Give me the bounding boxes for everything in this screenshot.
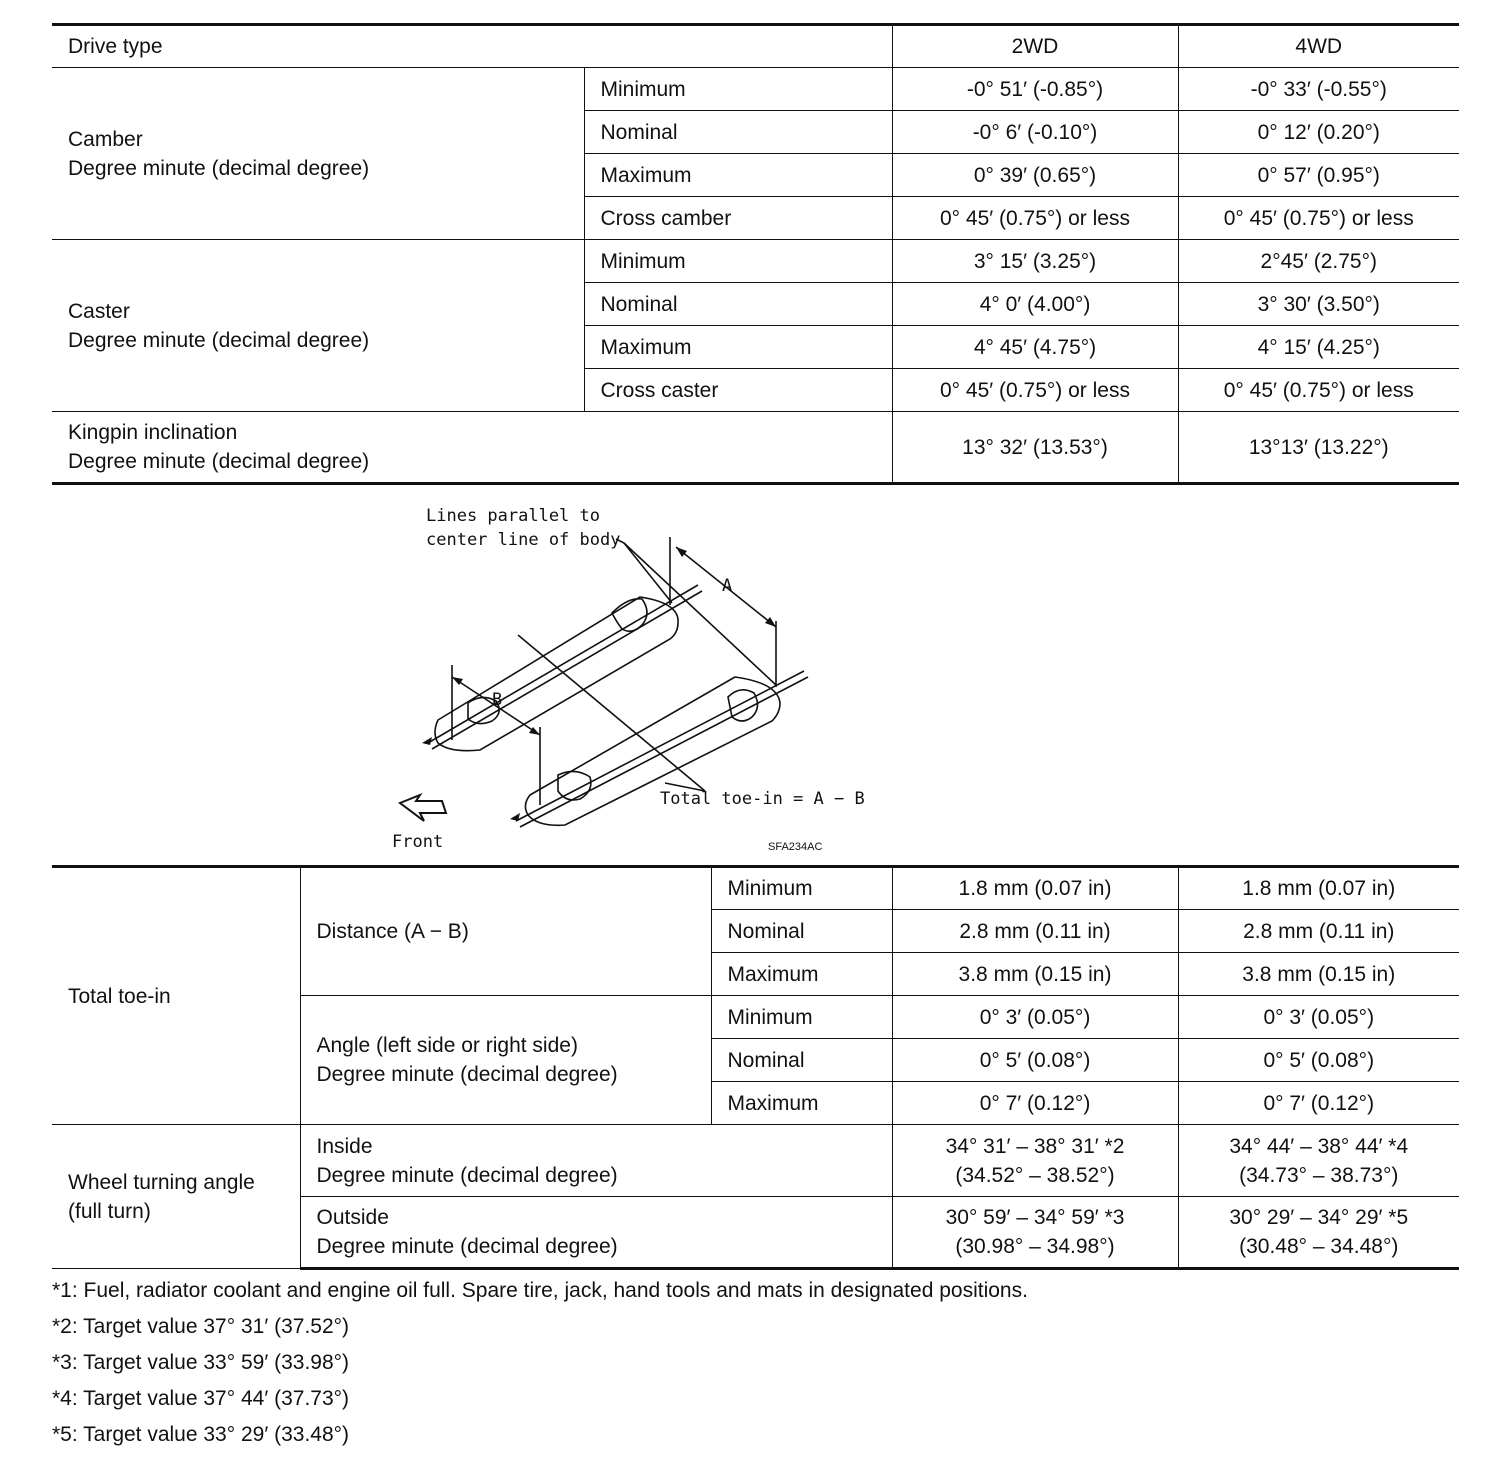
value-4wd: 1.8 mm (0.07 in) xyxy=(1178,867,1459,910)
lines-label-2: center line of body xyxy=(426,530,621,550)
value-2wd: 0° 5′ (0.08°) xyxy=(892,1039,1178,1082)
table-row xyxy=(52,68,1459,111)
angle-title: Angle (left side or right side) xyxy=(316,1034,578,1057)
front-arrow-icon xyxy=(400,795,446,821)
row-label: Nominal xyxy=(711,1039,892,1082)
outside-title: Outside xyxy=(316,1206,389,1229)
value-4wd xyxy=(1178,1197,1459,1269)
value-4wd: 0° 7′ (0.12°) xyxy=(1178,1082,1459,1125)
turning-title: Wheel turning angle xyxy=(68,1170,255,1194)
value-4wd: 2.8 mm (0.11 in) xyxy=(1178,910,1459,953)
footnote: *3: Target value 33° 59′ (33.98°) xyxy=(52,1351,350,1374)
value-2wd: 13° 32′ (13.53°) xyxy=(892,412,1178,484)
value-4wd xyxy=(1178,1125,1459,1197)
outside-label xyxy=(300,1197,892,1269)
front-label: Front xyxy=(392,832,444,852)
value-2wd: 1.8 mm (0.07 in) xyxy=(892,867,1178,910)
value-4wd: -0° 33′ (-0.55°) xyxy=(1178,68,1459,111)
alignment-spec-table-lower xyxy=(52,865,1459,1270)
value-4wd: 0° 57′ (0.95°) xyxy=(1178,154,1459,197)
table-row xyxy=(52,240,1459,283)
dimension-a-label: A xyxy=(722,576,733,596)
value-2wd: 3.8 mm (0.15 in) xyxy=(892,953,1178,996)
row-label: Maximum xyxy=(584,154,892,197)
table-row xyxy=(52,1125,1459,1197)
value-line: (30.48° – 34.48°) xyxy=(1239,1235,1399,1258)
value-2wd: 0° 3′ (0.05°) xyxy=(892,996,1178,1039)
drive-type-header: Drive type xyxy=(52,25,892,68)
footnote: *5: Target value 33° 29′ (33.48°) xyxy=(52,1423,350,1446)
value-4wd: 13°13′ (13.22°) xyxy=(1178,412,1459,484)
inside-unit: Degree minute (decimal degree) xyxy=(316,1163,618,1187)
value-2wd: 0° 7′ (0.12°) xyxy=(892,1082,1178,1125)
value-2wd xyxy=(892,1197,1178,1269)
value-4wd: 0° 12′ (0.20°) xyxy=(1178,111,1459,154)
lines-label-1: Lines parallel to xyxy=(426,506,600,526)
value-2wd: 2.8 mm (0.11 in) xyxy=(892,910,1178,953)
caster-unit: Degree minute (decimal degree) xyxy=(68,328,370,352)
value-4wd: 0° 5′ (0.08°) xyxy=(1178,1039,1459,1082)
angle-label xyxy=(300,996,711,1125)
value-2wd: 4° 0′ (4.00°) xyxy=(892,283,1178,326)
dimension-b-label: B xyxy=(492,690,503,710)
row-label: Cross caster xyxy=(584,369,892,412)
value-4wd: 0° 45′ (0.75°) or less xyxy=(1178,369,1459,412)
row-label: Minimum xyxy=(584,240,892,283)
value-4wd: 3° 30′ (3.50°) xyxy=(1178,283,1459,326)
value-4wd: 3.8 mm (0.15 in) xyxy=(1178,953,1459,996)
value-4wd: 2°45′ (2.75°) xyxy=(1178,240,1459,283)
camber-label xyxy=(52,68,584,240)
outside-unit: Degree minute (decimal degree) xyxy=(316,1235,618,1258)
row-label: Minimum xyxy=(711,867,892,910)
value-line: 34° 44′ – 38° 44′ *4 xyxy=(1229,1134,1409,1158)
inside-title: Inside xyxy=(316,1134,373,1158)
row-label: Cross camber xyxy=(584,197,892,240)
kingpin-title: Kingpin inclination xyxy=(68,421,238,444)
footnote: *2: Target value 37° 31′ (37.52°) xyxy=(52,1315,350,1338)
kingpin-unit: Degree minute (decimal degree) xyxy=(68,450,370,473)
value-line: 30° 29′ – 34° 29′ *5 xyxy=(1229,1206,1409,1229)
inside-label xyxy=(300,1125,892,1197)
row-label: Minimum xyxy=(584,68,892,111)
caster-title: Caster xyxy=(68,299,130,323)
toe-in-diagram xyxy=(380,495,900,860)
col-header-2wd: 2WD xyxy=(892,25,1178,68)
row-label: Minimum xyxy=(711,996,892,1039)
footnotes xyxy=(52,1273,1472,1453)
value-2wd: 4° 45′ (4.75°) xyxy=(892,326,1178,369)
value-2wd: -0° 6′ (-0.10°) xyxy=(892,111,1178,154)
value-2wd: 0° 39′ (0.65°) xyxy=(892,154,1178,197)
row-label: Nominal xyxy=(711,910,892,953)
camber-title: Camber xyxy=(68,127,143,151)
toe-in-label: Total toe-in xyxy=(52,867,300,1125)
value-4wd: 4° 15′ (4.25°) xyxy=(1178,326,1459,369)
row-label: Nominal xyxy=(584,283,892,326)
caster-label xyxy=(52,240,584,412)
turning-angle-label xyxy=(52,1125,300,1269)
distance-label: Distance (A − B) xyxy=(300,867,711,996)
value-2wd: 3° 15′ (3.25°) xyxy=(892,240,1178,283)
row-label: Maximum xyxy=(584,326,892,369)
footnote: *1: Fuel, radiator coolant and engine oil full. Spare tire, jack, hand tools and mats in designated positions. xyxy=(52,1279,1028,1302)
col-header-4wd: 4WD xyxy=(1178,25,1459,68)
angle-unit: Degree minute (decimal degree) xyxy=(316,1063,618,1086)
header-row xyxy=(52,25,1459,68)
alignment-spec-table-upper xyxy=(52,23,1459,485)
footnote: *4: Target value 37° 44′ (37.73°) xyxy=(52,1387,350,1410)
value-2wd: 0° 45′ (0.75°) or less xyxy=(892,197,1178,240)
value-4wd: 0° 3′ (0.05°) xyxy=(1178,996,1459,1039)
turning-subtitle: (full turn) xyxy=(68,1199,151,1223)
value-2wd xyxy=(892,1125,1178,1197)
kingpin-label xyxy=(52,412,892,484)
value-2wd: -0° 51′ (-0.85°) xyxy=(892,68,1178,111)
row-label: Maximum xyxy=(711,953,892,996)
camber-unit: Degree minute (decimal degree) xyxy=(68,156,370,180)
row-label: Maximum xyxy=(711,1082,892,1125)
table-row xyxy=(52,867,1459,910)
value-4wd: 0° 45′ (0.75°) or less xyxy=(1178,197,1459,240)
value-line: 34° 31′ – 38° 31′ *2 xyxy=(945,1134,1125,1158)
table-row xyxy=(52,412,1459,484)
value-2wd: 0° 45′ (0.75°) or less xyxy=(892,369,1178,412)
left-tire-icon xyxy=(435,597,678,751)
figure-code: SFA234AC xyxy=(768,841,823,853)
value-line: (30.98° – 34.98°) xyxy=(955,1235,1115,1258)
toe-in-formula: Total toe-in = A − B xyxy=(660,789,865,809)
value-line: (34.73° – 38.73°) xyxy=(1239,1163,1399,1187)
value-line: 30° 59′ – 34° 59′ *3 xyxy=(945,1206,1125,1229)
row-label: Nominal xyxy=(584,111,892,154)
value-line: (34.52° – 38.52°) xyxy=(955,1163,1115,1187)
